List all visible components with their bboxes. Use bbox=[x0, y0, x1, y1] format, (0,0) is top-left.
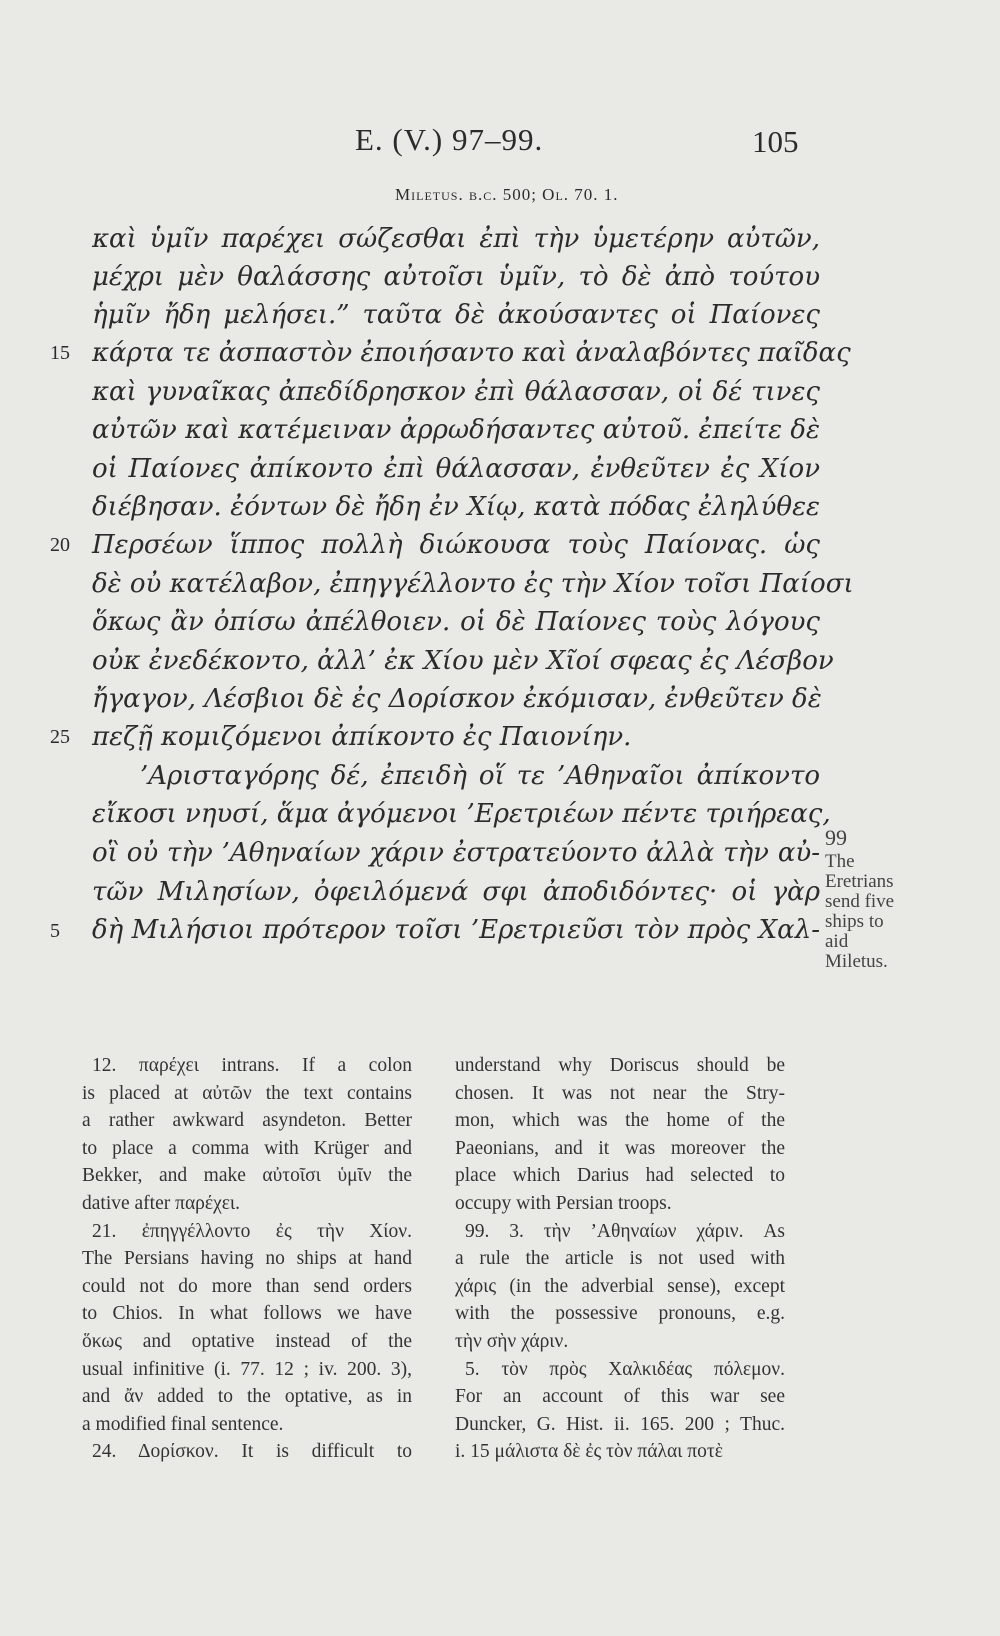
footnote-line: to Chios. In what follows we have bbox=[82, 1303, 412, 1325]
margin-note-line: The bbox=[825, 851, 855, 872]
footnote-line: and ἄν added to the optative, as in bbox=[82, 1386, 412, 1408]
footnote-line: 21. ἐπηγγέλλοντο ἐς τὴν Χίον. bbox=[92, 1220, 412, 1242]
text-line: καὶ ὑμῖν παρέχει σώζεσθαι ἐπὶ τὴν ὑμετέρην αὐτῶν, bbox=[92, 224, 820, 254]
footnote-line: chosen. It was not near the Stry- bbox=[455, 1082, 785, 1104]
text-line: ἤγαγον, Λέσβιοι δὲ ἐς Δορίσκον ἐκόμισαν, ἐνθεῦτεν δὲ bbox=[92, 684, 822, 714]
footnote-line: χάρις (in the adverbial sense), except bbox=[455, 1275, 785, 1297]
text-line: ὅκως ἂν ὀπίσω ἀπέλθοιεν. οἱ δὲ Παίονες τοὺς λόγους bbox=[92, 607, 820, 637]
section-subheading: Miletus. b.c. 500; Ol. 70. 1. bbox=[395, 185, 619, 204]
margin-note bbox=[825, 825, 965, 972]
text-line: διέβησαν. ἐόντων δὲ ἤδη ἐν Χίῳ, κατὰ πόδας ἐληλύθεε bbox=[92, 492, 820, 522]
page-number: 105 bbox=[752, 124, 799, 159]
text-line: πεζῇ κομιζόμενοι ἀπίκοντο ἐς Παιονίην. bbox=[92, 722, 632, 752]
footnote-line: For an account of this war see bbox=[455, 1386, 785, 1408]
line-number: 25 bbox=[50, 726, 70, 748]
footnote-line: Bekker, and make αὐτοῖσι ὑμῖν the bbox=[82, 1165, 412, 1187]
footnote-line: mon, which was the home of the bbox=[455, 1110, 785, 1132]
footnote-line: 12. παρέχει intrans. If a colon bbox=[92, 1055, 412, 1076]
footnote-line: could not do more than send orders bbox=[82, 1275, 412, 1297]
footnote-line: usual infinitive (i. 77. 12 ; iv. 200. 3), bbox=[82, 1358, 412, 1380]
text-line: κάρτα τε ἀσπαστὸν ἐποιήσαντο καὶ ἀναλαβόντες παῖδας bbox=[92, 338, 851, 368]
text-line: δὲ οὐ κατέλαβον, ἐπηγγέλλοντο ἐς τὴν Χίον τοῖσι Παίοσι bbox=[92, 569, 854, 599]
margin-note-line: ships to bbox=[825, 911, 884, 932]
footnote-line: to place a comma with Krüger and bbox=[82, 1137, 412, 1159]
footnote-line: a modified final sentence. bbox=[82, 1413, 284, 1435]
footnote-line: τὴν σὴν χάριν. bbox=[455, 1330, 569, 1352]
text-line: ἡμῖν ἤδη μελήσει.” ταῦτα δὲ ἀκούσαντες οἱ Παίονες bbox=[92, 300, 820, 330]
text-line: Περσέων ἵππος πολλὴ διώκουσα τοὺς Παίονας. ὡς bbox=[92, 530, 820, 560]
margin-note-line: Miletus. bbox=[825, 951, 888, 972]
footnote-line: place which Darius had selected to bbox=[455, 1165, 785, 1187]
text-line: οὐκ ἐνεδέκοντο, ἀλλ’ ἐκ Χίου μὲν Χῖοί σφεας ἐς Λέσβον bbox=[92, 646, 834, 676]
footnote-line: ὅκως and optative instead of the bbox=[82, 1330, 412, 1352]
text-line: αὐτῶν καὶ κατέμειναν ἀρρωδήσαντες αὐτοῦ. ἐπείτε δὲ bbox=[92, 415, 820, 445]
line-number: 5 bbox=[50, 920, 60, 942]
margin-note-line: send five bbox=[825, 891, 895, 912]
footnote-line: i. 15 μάλιστα δὲ ἐς τὸν πάλαι ποτὲ bbox=[455, 1441, 723, 1463]
text-line: μέχρι μὲν θαλάσσης αὐτοῖσι ὑμῖν, τὸ δὲ ἀπὸ τούτου bbox=[92, 262, 820, 292]
footnote-line: understand why Doriscus should be bbox=[455, 1055, 785, 1076]
footnote-line: dative after παρέχει. bbox=[82, 1192, 241, 1214]
footnote-line: Paeonians, and it was moreover the bbox=[455, 1137, 785, 1159]
line-number: 20 bbox=[50, 534, 70, 556]
text-line: τῶν Μιλησίων, ὀφειλόμενά σφι ἀποδιδόντες· οἱ γὰρ bbox=[92, 877, 820, 907]
footnote-line: 24. Δορίσκον. It is difficult to bbox=[92, 1441, 412, 1463]
footnote-line: 99. 3. τὴν ’Αθηναίων χάριν. As bbox=[465, 1220, 785, 1242]
footnotes-right-column bbox=[455, 1052, 785, 1466]
running-header-title: E. (V.) 97–99. bbox=[355, 122, 544, 157]
margin-note-line: aid bbox=[825, 931, 849, 952]
text-line: ’Αρισταγόρης δέ, ἐπειδὴ οἵ τε ’Αθηναῖοι ἀπίκοντο bbox=[140, 761, 820, 791]
footnote-line: with the possessive pronouns, e.g. bbox=[455, 1303, 785, 1325]
footnote-line: occupy with Persian troops. bbox=[455, 1192, 672, 1214]
text-line: δὴ Μιλήσιοι πρότερον τοῖσι ’Ερετριεῦσι τὸν πρὸς Χαλ- bbox=[92, 915, 820, 945]
footnote-line: Duncker, G. Hist. ii. 165. 200 ; Thuc. bbox=[455, 1413, 785, 1435]
footnote-line: is placed at αὐτῶν the text contains bbox=[82, 1082, 412, 1104]
footnote-line: 5. τὸν πρὸς Χαλκιδέας πόλεμον. bbox=[465, 1358, 785, 1380]
footnotes-left-column bbox=[82, 1052, 412, 1466]
footnote-line: The Persians having no ships at hand bbox=[82, 1248, 412, 1270]
line-number: 15 bbox=[50, 342, 70, 364]
text-line: οἳ οὐ τὴν ’Αθηναίων χάριν ἐστρατεύοντο ἀλλὰ τὴν αὐ- bbox=[92, 838, 820, 868]
margin-note-line: Eretrians bbox=[825, 871, 894, 892]
chapter-number: 99 bbox=[825, 825, 847, 850]
footnote-line: a rule the article is not used with bbox=[455, 1248, 785, 1270]
text-line: καὶ γυναῖκας ἀπεδίδρησκον ἐπὶ θάλασσαν, οἱ δέ τινες bbox=[92, 377, 820, 407]
text-line: εἴκοσι νηυσί, ἅμα ἀγόμενοι ’Ερετριέων πέντε τριήρεας, bbox=[92, 799, 831, 829]
text-line: οἱ Παίονες ἀπίκοντο ἐπὶ θάλασσαν, ἐνθεῦτεν ἐς Χίον bbox=[92, 454, 820, 484]
footnote-line: a rather awkward asyndeton. Better bbox=[82, 1110, 412, 1132]
